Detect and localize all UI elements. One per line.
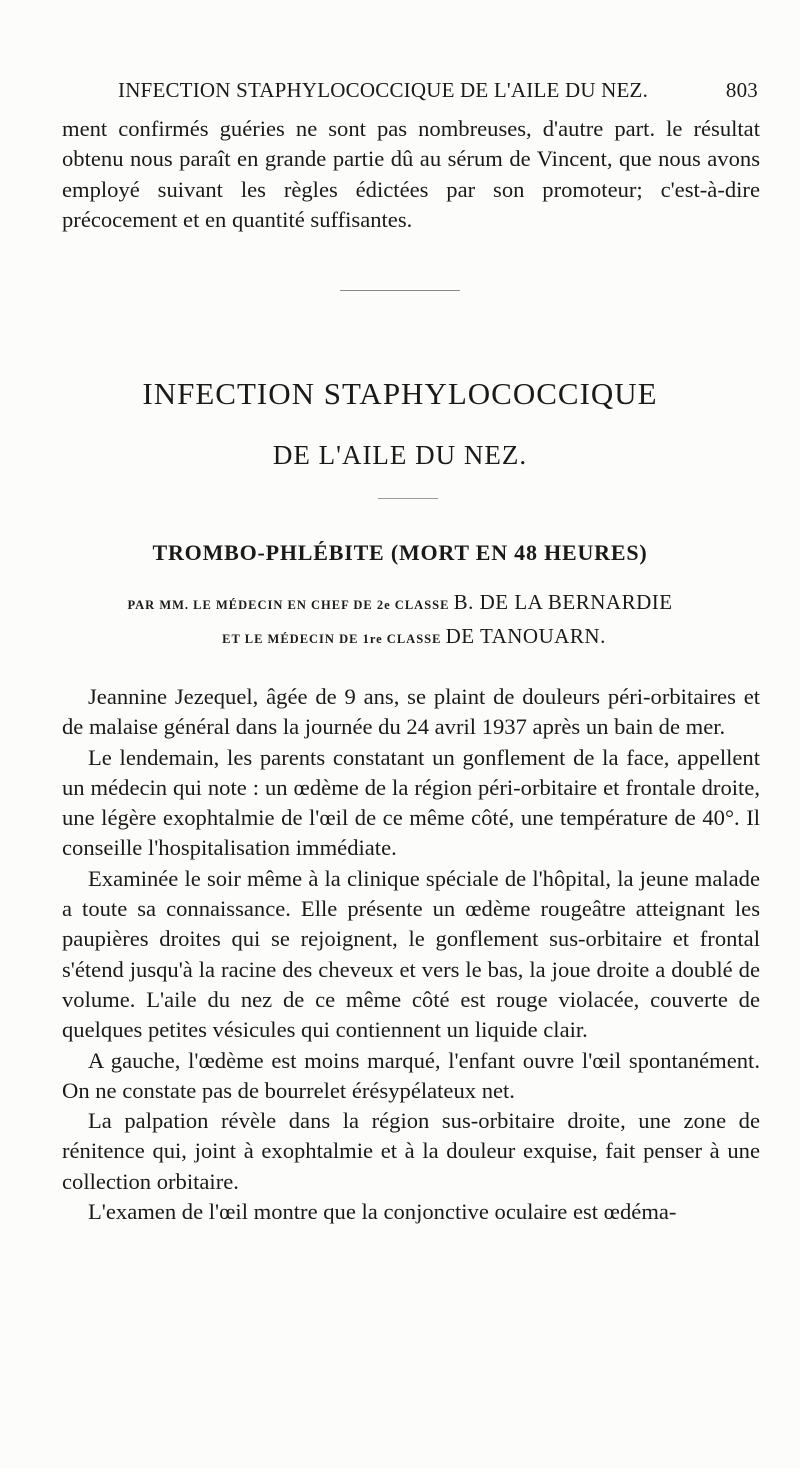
body-paragraph: A gauche, l'œdème est moins marqué, l'enfant ouvre l'œil spontanément. On ne constate pas de bourrelet érésypélateux net. [62,1047,760,1103]
article-title-line2: DE L'AILE DU NEZ. [272,440,528,470]
body-paragraph: L'examen de l'œil montre que la conjonctive oculaire est œdéma- [88,1199,677,1225]
running-head-title: INFECTION STAPHYLOCOCCIQUE DE L'AILE DU NEZ. [118,78,649,102]
body-paragraph: Jeannine Jezequel, âgée de 9 ans, se plaint de douleurs péri-orbitaires et de malaise général dans la journée du 24 avril 1937 après un bain de mer. [62,684,760,740]
section-divider [340,290,460,291]
article-subtitle: TROMBO-PHLÉBITE (MORT EN 48 HEURES) [152,540,648,565]
body-paragraph: Le lendemain, les parents constatant un gonflement de la face, appellent un médecin qui note : un œdème de la région péri-orbitaire et frontale droite, une légère exophtalmie de l'œil de ce même côté, une température de 40°. Il conseille l'hospitalisation immédiate. [62,744,760,861]
lead-paragraph: ment confirmés guéries ne sont pas nombreuses, d'autre part. le résultat obtenu nous paraît en grande partie dû au sérum de Vincent, que nous avons employé suivant les règles édictées par son promoteur; c'est-à-dire précocement et en quantité suffisantes. [62,116,760,232]
running-head [118,78,758,103]
byline-line1 [0,590,800,615]
byline-author1: B. DE LA BERNARDIE [453,590,673,614]
page-number: 803 [725,78,758,102]
byline-line1-prefix: PAR MM. LE MÉDECIN EN CHEF DE 2e CLASSE [127,598,450,612]
body-paragraph: La palpation révèle dans la région sus-orbitaire droite, une zone de rénitence qui, joint à exophtalmie et à la douleur exquise, fait penser à une collection orbitaire. [62,1108,760,1194]
byline-line2-prefix: ET LE MÉDECIN DE 1re CLASSE [222,632,442,646]
article-title-line1: INFECTION STAPHYLOCOCCIQUE [142,376,658,411]
title-divider [378,498,438,499]
byline-line2 [14,624,800,649]
byline-author2: DE TANOUARN. [445,624,606,648]
body-paragraph: Examinée le soir même à la clinique spéciale de l'hôpital, la jeune malade a toute sa connaissance. Elle présente un œdème rougeâtre atteignant les paupières droites qui se rejoignent, le gonflement sus-orbitaire et frontal s'étend jusqu'à la racine des cheveux et vers le bas, la joue droite a doublé de volume. L'aile du nez de ce même côté est rouge violacée, couverte de quelques petites vésicules qui contiennent un liquide clair. [62,865,760,1043]
article-body [62,682,760,1227]
